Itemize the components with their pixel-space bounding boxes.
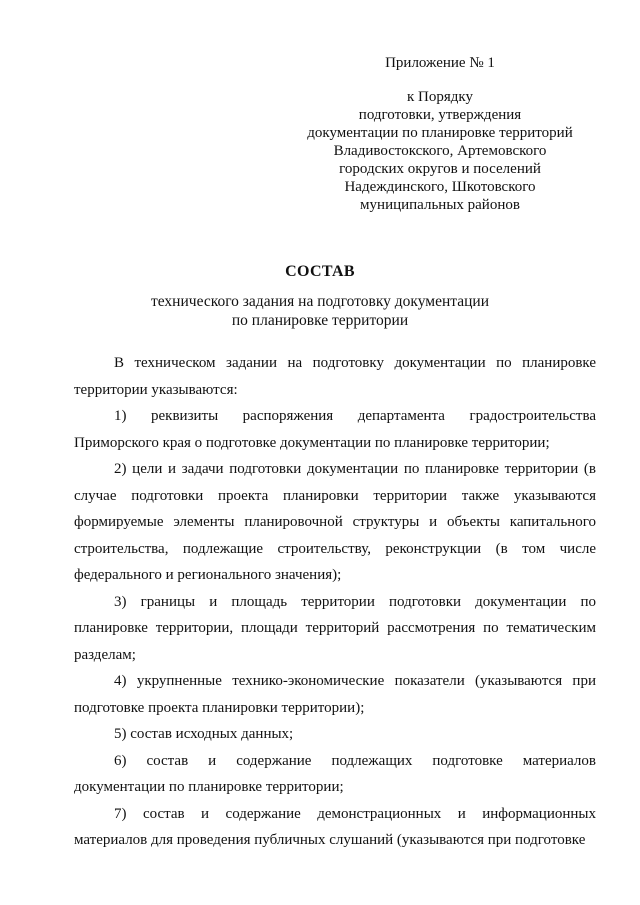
body-paragraph	[74, 589, 596, 669]
paragraph-line: 3) границы и площадь территории подготовки документации по	[114, 593, 596, 610]
appendix-line: городских округов и поселений	[339, 161, 541, 177]
appendix-line: муниципальных районов	[360, 197, 520, 213]
paragraph-line: формируемые элементы планировочной структуры и объекты капитального	[74, 514, 596, 530]
paragraph-line: 7) состав и содержание демонстрационных и информационных	[114, 805, 596, 822]
paragraph-line: разделам;	[74, 646, 136, 663]
paragraph-line: территории указываются:	[74, 381, 238, 398]
body-paragraph	[74, 748, 596, 801]
body-paragraph	[74, 721, 596, 748]
appendix-line: Владивостокского, Артемовского	[333, 143, 547, 159]
paragraph-line: документации по планировке территории;	[74, 779, 344, 795]
paragraph-line: 6) состав и содержание подлежащих подготовке материалов	[114, 752, 596, 769]
paragraph-line: 1) реквизиты распоряжения департамента градостроительства	[114, 408, 596, 424]
appendix-line: Надеждинского, Шкотовского	[344, 179, 536, 195]
body-paragraph	[74, 801, 596, 854]
paragraph-line: 2) цели и задачи подготовки документации по планировке территории (в	[114, 461, 596, 477]
appendix-line: к Порядку	[407, 89, 473, 105]
appendix-title: Приложение № 1	[385, 55, 495, 71]
paragraph-line: 5) состав исходных данных;	[114, 726, 294, 742]
body-paragraph	[74, 668, 596, 721]
heading-subtitle-line: по планировке территории	[231, 312, 409, 329]
document-body	[74, 350, 596, 854]
paragraph-line: случае подготовки проекта планировки территории также указываются	[74, 487, 596, 504]
body-paragraph	[74, 350, 596, 403]
heading-main: СОСТАВ	[285, 263, 355, 280]
heading-subtitle-line: технического задания на подготовку документации	[150, 293, 489, 310]
paragraph-line: В техническом задании на подготовку документации по планировке	[114, 355, 596, 371]
body-paragraph	[74, 403, 596, 456]
paragraph-line: Приморского края о подготовке документации по планировке территории;	[74, 434, 550, 451]
appendix-block	[300, 54, 580, 214]
paragraph-line: строительства, подлежащие строительству, реконструкции (в том числе	[74, 540, 596, 557]
document-heading	[0, 262, 640, 330]
paragraph-line: 4) укрупненные технико-экономические показатели (указываются при	[114, 673, 596, 689]
paragraph-line: планировке территории, площади территорий рассмотрения по тематическим	[74, 620, 596, 636]
appendix-line: документации по планировке территорий	[307, 125, 573, 141]
appendix-line: подготовки, утверждения	[358, 107, 522, 123]
paragraph-line: федерального и регионального значения);	[74, 567, 342, 583]
body-paragraph	[74, 456, 596, 589]
paragraph-line: подготовке проекта планировки территории);	[74, 699, 365, 716]
paragraph-line: материалов для проведения публичных слушаний (указываются при подготовке	[74, 832, 586, 848]
